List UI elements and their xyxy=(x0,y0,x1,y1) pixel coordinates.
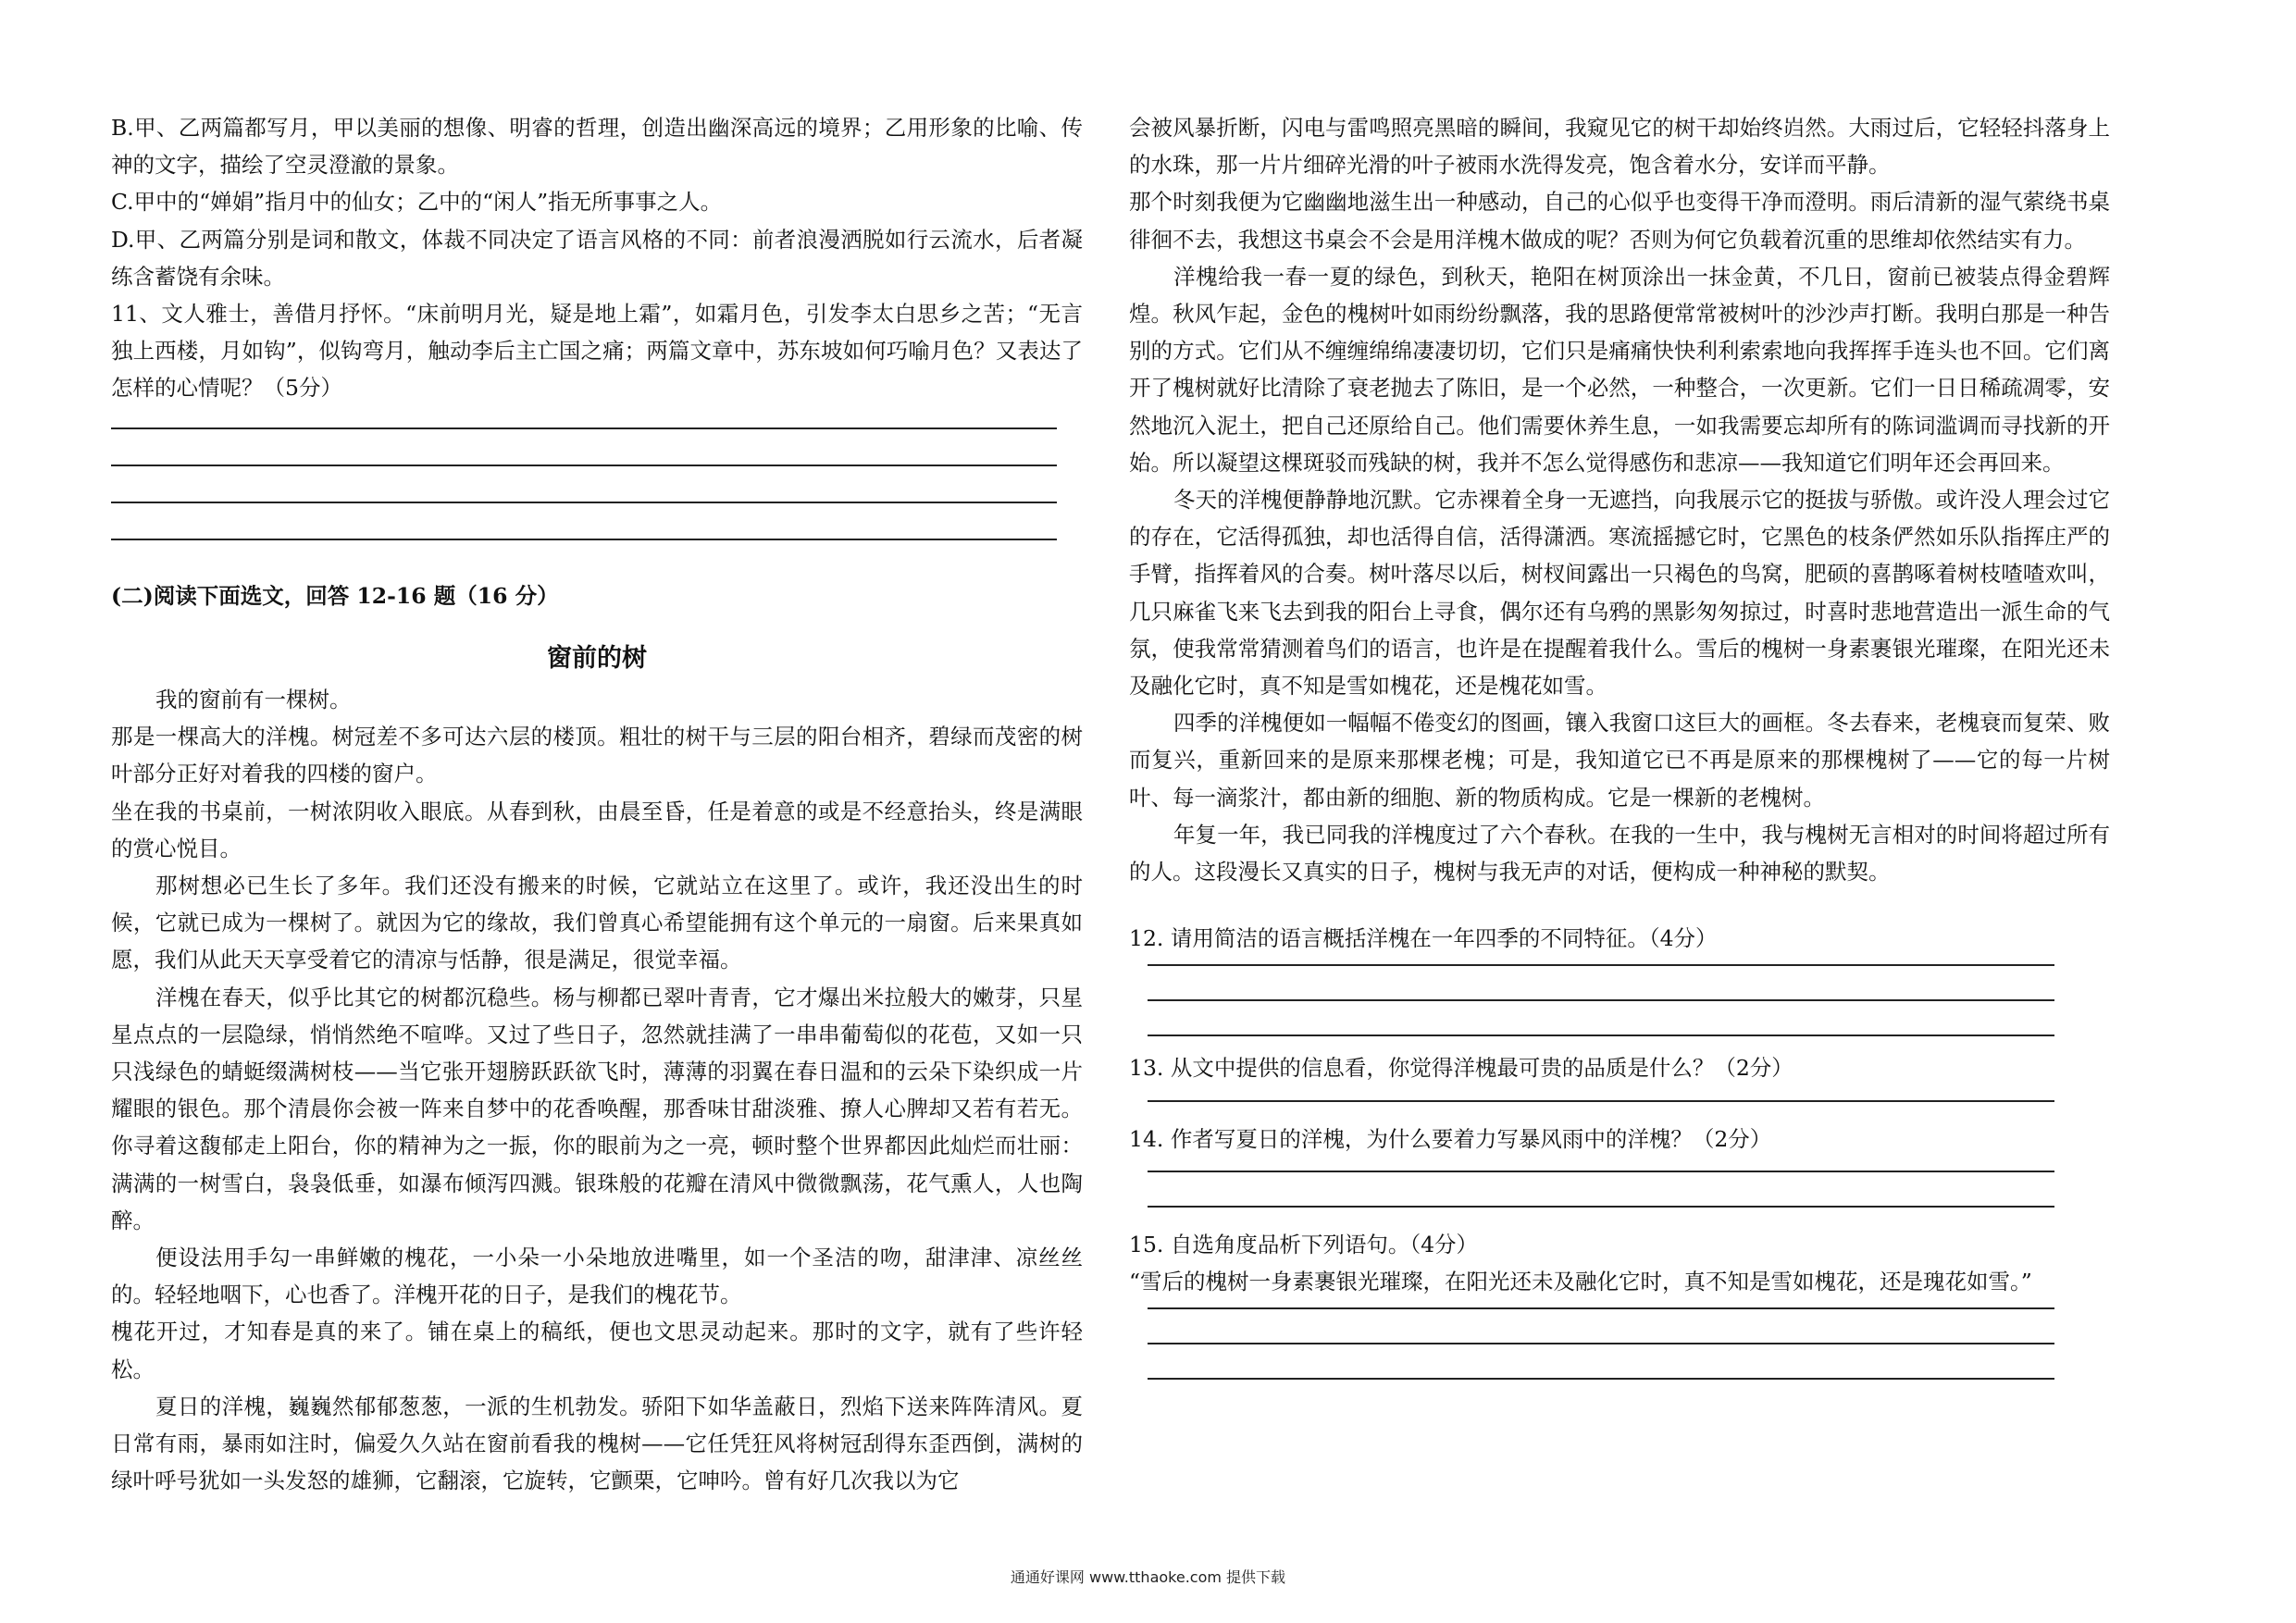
paragraph: 年复一年，我已同我的洋槐度过了六个春秋。在我的一生中，我与槐树无言相对的时间将超过所有的人。这段漫长又真实的日子，槐树与我无声的对话，便构成一种神秘的默契。 xyxy=(1129,821,2110,886)
answer-line xyxy=(1148,1343,2054,1344)
option-b: B.甲、乙两篇都写月，甲以美丽的想像、明睿的哲理，创造出幽深高远的境界；乙用形象的比喻、传神的文字，描绘了空灵澄澈的景象。 xyxy=(111,115,1083,179)
answer-line xyxy=(111,427,1057,429)
paragraph: 洋槐在春天，似乎比其它的树都沉稳些。杨与柳都已翠叶青青，它才爆出米拉般大的嫩芽，只星星点点的一层隐绿，悄悄然绝不喧哗。又过了些日子，忽然就挂满了一串串葡萄似的花苞，又如一只只浅绿色的蜻蜓缀满树枝——当它张开翅膀跃跃欲飞时，薄薄的羽翼在春日温和的云朵下染织成一片耀眼的银色。那个清晨你会被一阵来自梦中的花香唤醒，那香味甘甜淡雅、撩人心脾却又若有若无。你寻着这馥郁走上阳台，你的精神为之一振，你的眼前为之一亮，顿时整个世界都因此灿烂而壮丽：满满的一树雪白，袅袅低垂，如瀑布倾泻四溅。银珠般的花瓣在清风中微微飘荡，花气熏人，人也陶醉。 xyxy=(111,984,1083,1233)
paragraph: 槐花开过，才知春是真的来了。铺在桌上的稿纸，便也文思灵动起来。那时的文字，就有了些许轻松。 xyxy=(111,1319,1083,1382)
paragraph: 四季的洋槐便如一幅幅不倦变幻的图画，镶入我窗口这巨大的画框。冬去春来，老槐衰而复荣、败而复兴，重新回来的是原来那棵老槐；可是，我知道它已不再是原来的那棵槐树了——它的每一片树叶、每一滴浆汁，都由新的细胞、新的物质构成。它是一棵新的老槐树。 xyxy=(1129,710,2110,811)
question-12: 12. 请用简洁的语言概括洋槐在一年四季的不同特征。（4分） xyxy=(1129,925,1718,952)
article-title: 窗前的树 xyxy=(547,643,647,673)
answer-line xyxy=(1148,1035,2054,1036)
paragraph: 冬天的洋槐便静静地沉默。它赤裸着全身一无遮挡，向我展示它的挺拔与骄傲。或许没人理会过它的存在，它活得孤独，却也活得自信，活得潇洒。寒流摇撼它时，它黑色的枝条俨然如乐队指挥庄严的手臂，指挥着风的合奏。树叶落尽以后，树杈间露出一只褐色的鸟窝，肥硕的喜鹊啄着树枝喳喳欢叫，几只麻雀飞来飞去到我的阳台上寻食，偶尔还有乌鸦的黑影匆匆掠过，时喜时悲地营造出一派生命的气氛，使我常常猜测着鸟们的语言，也许是在提醒着我什么。雪后的槐树一身素裹银光璀璨，在阳光还未及融化它时，真不知是雪如槐花，还是槐花如雪。 xyxy=(1129,487,2110,700)
answer-line xyxy=(1148,1307,2054,1309)
paragraph: 坐在我的书桌前，一树浓阴收入眼底。从春到秋，由晨至昏，任是着意的或是不经意抬头，终是满眼的赏心悦目。 xyxy=(111,798,1083,861)
paragraph: 那是一棵高大的洋槐。树冠差不多可达六层的楼顶。粗壮的树干与三层的阳台相齐，碧绿而茂密的树叶部分正好对着我的四楼的窗户。 xyxy=(111,724,1083,787)
question-14: 14. 作者写夏日的洋槐，为什么要着力写暴风雨中的洋槐？（2分） xyxy=(1129,1125,1772,1152)
paragraph: 便设法用手勾一串鲜嫩的槐花，一小朵一小朵地放进嘴里，如一个圣洁的吻，甜津津、凉丝丝的。轻轻地咽下，心也香了。洋槐开花的日子，是我们的槐花节。 xyxy=(111,1245,1083,1308)
footer-source: 通通好课网 www.tthaoke.com 提供下载 xyxy=(1010,1568,1286,1586)
answer-line xyxy=(111,539,1057,540)
option-c: C.甲中的“婵娟”指月中的仙女；乙中的“闲人”指无所事事之人。 xyxy=(111,189,723,216)
paragraph: 洋槐给我一春一夏的绿色，到秋天，艳阳在树顶涂出一抹金黄，不几日，窗前已被装点得金碧辉煌。秋风乍起，金色的槐树叶如雨纷纷飘落，我的思路便常常被树叶的沙沙声打断。我明白那是一种告别的方式。它们从不缠缠绵绵凄凄切切，它们只是痛痛快快利利索索地向我挥挥手连头也不回。它们离开了槐树就好比清除了衰老抛去了陈旧，是一个必然，一种整合，一次更新。它们一日日稀疏凋零，安然地沉入泥土，把自己还原给自己。他们需要休养生息，一如我需要忘却所有的陈词滥调而寻找新的开始。所以凝望这棵斑驳而残缺的树，我并不怎么觉得感伤和悲凉——我知道它们明年还会再回来。 xyxy=(1129,263,2110,476)
question-11: 11、文人雅士，善借月抒怀。“床前明月光，疑是地上霜”，如霜月色，引发李太白思乡之苦；“无言独上西楼，月如钩”，似钩弯月，触动李后主亡国之痛；两篇文章中，苏东坡如何巧喻月色？又表达了怎样的心情呢？（5分） xyxy=(111,301,1083,402)
answer-line xyxy=(1148,964,2054,966)
left-column xyxy=(111,109,1083,1500)
paragraph: 夏日的洋槐，巍巍然郁郁葱葱，一派的生机勃发。骄阳下如华盖蔽日，烈焰下送来阵阵清风。夏日常有雨，暴雨如注时，偏爱久久站在窗前看我的槐树——它任凭狂风将树冠刮得东歪西倒，满树的绿叶呼号犹如一头发怒的雄狮，它翻滚，它旋转，它颤栗，它呻吟。曾有好几次我以为它 xyxy=(111,1393,1083,1494)
answer-line xyxy=(1148,1206,2054,1208)
answer-line xyxy=(1148,1100,2054,1102)
paragraph: 那树想必已生长了多年。我们还没有搬来的时候，它就站立在这里了。或许，我还没出生的时候，它就已成为一棵树了。就因为它的缘故，我们曾真心希望能拥有这个单元的一扇窗。后来果真如愿，我们从此天天享受着它的清凉与恬静，很是满足，很觉幸福。 xyxy=(111,873,1083,973)
paragraph: 会被风暴折断，闪电与雷鸣照亮黑暗的瞬间，我窥见它的树干却始终岿然。大雨过后，它轻轻抖落身上的水珠，那一片片细碎光滑的叶子被雨水洗得发亮，饱含着水分，安详而平静。 xyxy=(1129,115,2110,179)
answer-line xyxy=(111,502,1057,503)
section-heading: (二)阅读下面选文，回答 12-16 题（16 分） xyxy=(111,582,559,609)
paragraph: 那个时刻我便为它幽幽地滋生出一种感动，自己的心似乎也变得干净而澄明。雨后清新的湿气萦绕书桌徘徊不去，我想这书桌会不会是用洋槐木做成的呢？否则为何它负载着沉重的思维却依然结实有力。 xyxy=(1129,189,2110,253)
right-column xyxy=(1129,109,2110,1380)
question-15: 15. 自选角度品析下列语句。（4分） xyxy=(1129,1231,1479,1258)
quoted-sentence: “雪后的槐树一身素裹银光璀璨，在阳光还未及融化它时，真不知是雪如槐花，还是瑰花如雪。” xyxy=(1129,1269,2032,1295)
answer-line xyxy=(1148,999,2054,1001)
paragraph: 我的窗前有一棵树。 xyxy=(155,687,352,713)
question-13: 13. 从文中提供的信息看，你觉得洋槐最可贵的品质是什么？（2分） xyxy=(1129,1055,1793,1082)
answer-line xyxy=(111,465,1057,466)
answer-line xyxy=(1148,1171,2054,1172)
option-d: D.甲、乙两篇分别是词和散文，体裁不同决定了语言风格的不同：前者浪漫洒脱如行云流水，后者凝练含蓄饶有余味。 xyxy=(111,226,1083,290)
answer-line xyxy=(1148,1378,2054,1380)
